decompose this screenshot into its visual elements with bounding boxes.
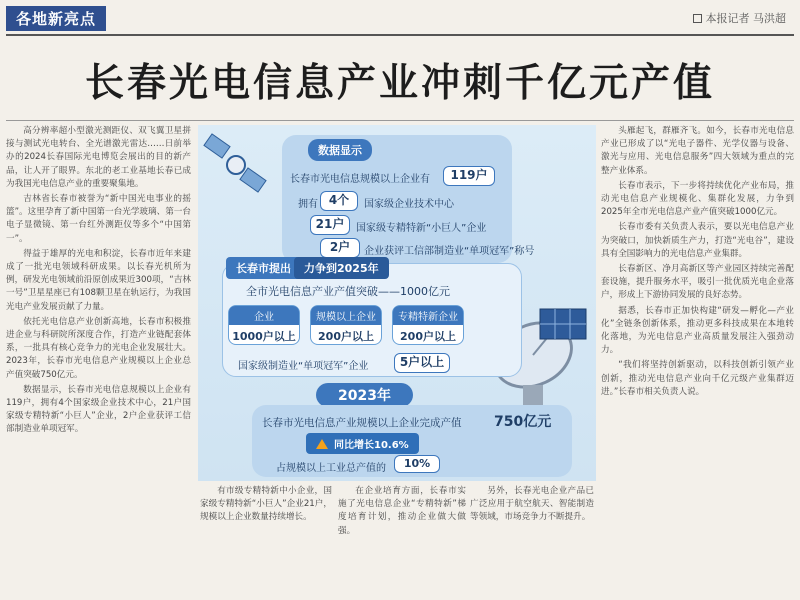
headline: 长春光电信息产业冲刺千亿元产值 <box>84 60 715 106</box>
output-value: 750亿元 <box>494 414 552 430</box>
target-title: 专精特新企业 <box>393 306 463 325</box>
plan-goal: 力争到2025年 <box>294 257 389 279</box>
article-column-bottom <box>200 485 332 595</box>
paragraph: 长春市表示，下一步将持续优化产业布局，推动光电信息产业规模化、集群化发展，力争到2025年全市光电信息产业产值突破1000亿元。 <box>601 180 794 218</box>
target-value: 1000户以上 <box>232 330 296 343</box>
paragraph: 吉林省长春市被誉为“新中国光电事业的摇篮”。这里孕育了新中国第一台光学玻璃、第一台电子显微镜、第一台红外测距仪等多个“中国第一”。 <box>6 194 191 244</box>
paragraph: 长春新区、净月高新区等产业园区持续完善配套设施，提升服务水平，吸引一批优质光电企业落户，形成上下游协同发展的良好态势。 <box>601 264 794 301</box>
output-text: 长春市光电信息产业规模以上企业完成产值 <box>262 417 462 429</box>
paragraph: 高分辨率超小型激光测距仪、双飞翼卫星拼接与测试光电转台、全光谱激光雷达……日前举办的2024长春国际光电博览会展出的目的新产品，让人开了眼界。东北的老工业基地长春已成为我国光电信息产业的重要聚集地。 <box>6 126 191 189</box>
stat-row-text: 长春市光电信息规模以上企业有 <box>290 174 430 185</box>
stat-row-text: 国家级企业技术中心 <box>364 199 454 210</box>
target-value: 200户以上 <box>400 330 456 343</box>
page-header <box>0 0 800 34</box>
share-value: 10% <box>394 455 440 473</box>
stat-value: 4个 <box>320 191 358 211</box>
stats-label: 数据显示 <box>308 139 372 161</box>
paragraph: 数据显示，长春市光电信息规模以上企业有119户，拥有4个国家级企业技术中心，21户国家级专精特新“小巨人”企业，2户企业获评工信部制造业单项冠军。 <box>6 384 191 435</box>
stat-value: 21户 <box>310 215 350 235</box>
stat-row-text: 国家级专精特新“小巨人”企业 <box>356 223 487 234</box>
article-column-right <box>601 125 794 595</box>
article-column-left <box>6 125 191 595</box>
solar-panel-icon <box>538 307 588 351</box>
target-box <box>228 305 300 345</box>
target-title: 企业 <box>229 306 299 325</box>
target-box <box>392 305 464 345</box>
article-column-bottom <box>470 485 594 595</box>
article-column-bottom <box>338 485 466 595</box>
paragraph: 有市级专精特新中小企业，国家级专精特新“小巨人”企业21户，规模以上企业数量持续增长。 <box>200 486 332 523</box>
satellite-icon <box>202 131 272 201</box>
paragraph: 得益于雄厚的光电和积淀，长春市近年来建成了一批光电领域科研成果。以长春光机所为例，研发光电领域前沿原创成果近300项，“吉林一号”卫星星座已有108颗卫星在轨运行，为我国光电产业发展贡献了力量。 <box>6 248 191 312</box>
headline-rule <box>6 120 794 121</box>
infographic <box>198 125 596 481</box>
paragraph: 头雁起飞，群雁齐飞。如今，长春市光电信息产业已形成了以“光电子器件、光学仪器与设备、激光与应用、光电信息服务”四大领域为重点的完整产业体系。 <box>601 126 794 176</box>
paragraph: 在企业培育方面，长春市实施了光电信息企业“专精特新”梯度培育计划，推动企业做大做强。 <box>338 486 466 536</box>
share-text: 占规模以上工业总产值的 <box>276 463 386 474</box>
square-icon <box>693 14 702 23</box>
paragraph: “我们将坚持创新驱动，以科技创新引领产业创新，推动光电信息产业向千亿元级产业集群迈进。”长春市相关负责人说。 <box>601 360 794 397</box>
paragraph: 据悉，长春市正加快构建“研发—孵化—产业化”全链条创新体系，推动更多科技成果在本地转化落地，为光电信息产业高质量发展注入强劲动力。 <box>601 305 794 356</box>
target-value: 200户以上 <box>318 330 374 343</box>
growth-badge <box>306 433 419 454</box>
growth-text: 同比增长10.6% <box>334 440 409 451</box>
year-badge: 2023年 <box>316 383 413 407</box>
paragraph: 依托光电信息产业创新高地，长春市积极推进企业与科研院所深度合作，打造产业链配套体系，一批具有核心竞争力的光电企业发展壮大。2023年，长春市光电信息产业规模以上企业总产值突破750亿元。 <box>6 316 191 380</box>
stat-row-prefix: 拥有 <box>298 199 318 210</box>
champion-text: 国家级制造业“单项冠军”企业 <box>238 361 369 372</box>
champion-value: 5户以上 <box>394 353 450 373</box>
target-box <box>310 305 382 345</box>
paragraph: 另外，长春光电企业产品已广泛应用于航空航天、智能制造等领域，市场竞争力不断提升。 <box>470 486 594 523</box>
warning-triangle-icon <box>316 439 328 449</box>
header-rule <box>6 34 794 36</box>
byline-text: 本报记者 马洪超 <box>705 12 786 25</box>
stat-row-text: 企业获评工信部制造业“单项冠军”称号 <box>364 246 535 257</box>
paragraph: 长春市委有关负责人表示，要以光电信息产业为突破口，加快新质生产力，打造“光电谷”，建设具有全国影响力的光电信息产业集群。 <box>601 222 794 259</box>
byline <box>693 10 787 26</box>
plan-label: 长春市提出 <box>226 257 301 279</box>
plan-total: 全市光电信息产业产值突破——1000亿元 <box>246 285 450 298</box>
section-tag: 各地新亮点 <box>6 6 106 31</box>
stat-value: 119户 <box>443 166 495 186</box>
stat-value: 2户 <box>320 238 360 258</box>
target-title: 规模以上企业 <box>311 306 381 325</box>
